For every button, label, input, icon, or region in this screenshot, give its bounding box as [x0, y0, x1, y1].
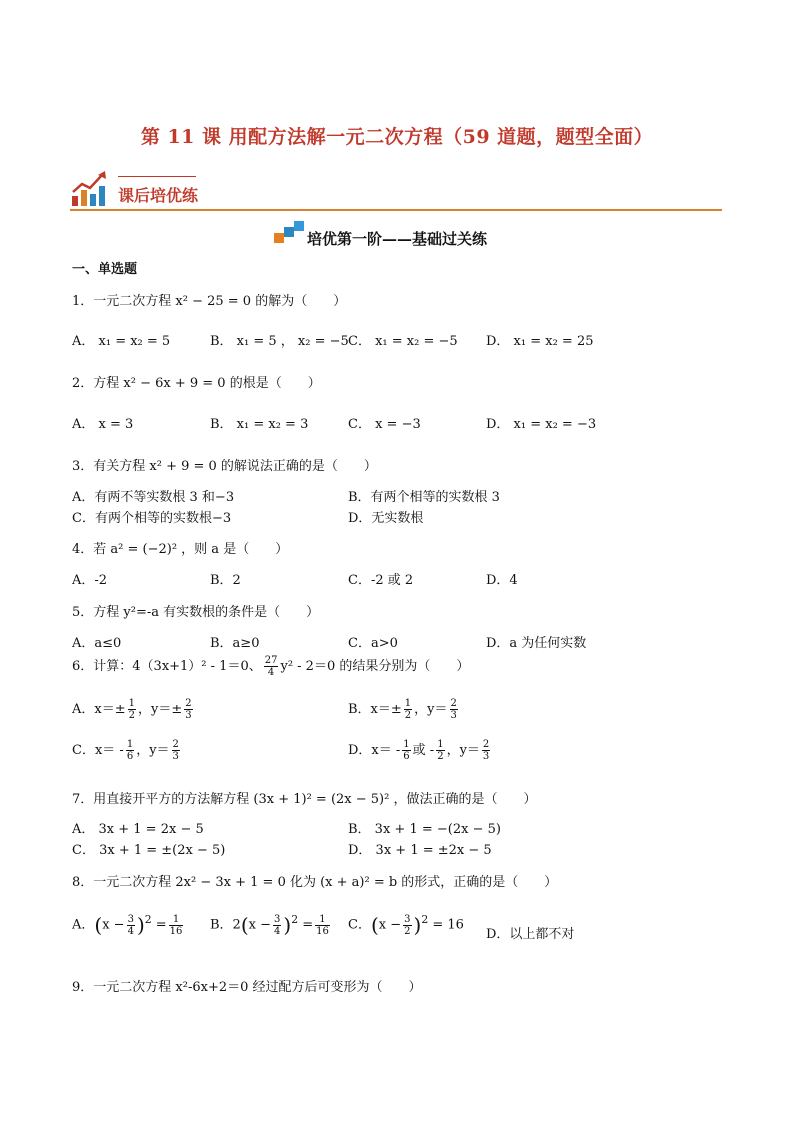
q6-fraction-denominator: 4: [267, 667, 275, 678]
section-label: 课后培优练: [118, 186, 199, 205]
num: 1: [128, 698, 135, 709]
num: 2: [172, 739, 179, 750]
q7-option-d: D． 3x + 1 = ±2x − 5: [348, 843, 492, 858]
den: 16: [316, 925, 329, 937]
q7-option-c: C． 3x + 1 = ±(2x − 5): [72, 843, 226, 858]
q8-option-c: C．(x − $\frac{3}{2}$ )$^2$ = 16: [348, 913, 464, 937]
q4-option-d: D．4: [486, 573, 518, 588]
q6-fraction-numerator: 27: [264, 655, 278, 666]
q6-c-frac-2: [172, 739, 180, 762]
q6-stem-part-2: y² - 2＝0 的结果分别为（ ）: [280, 659, 470, 674]
q6-d-frac-1: [402, 739, 410, 762]
num: 3: [274, 913, 281, 925]
question-9: 9．一元二次方程 x²-6x+2＝0 经过配方后可变形为（ ）: [72, 980, 422, 995]
question-4: 4．若 a² = (−2)² ，则 a 是（ ）: [72, 542, 289, 557]
den: 2: [404, 710, 412, 721]
stage-title: 培优第一阶——基础过关练: [306, 230, 487, 248]
q6-a-prefix: A．x＝±: [72, 702, 126, 717]
q3-option-a: A．有两不等实数根 3 和−3: [72, 490, 235, 505]
q6-d-mid: ，y＝: [446, 743, 480, 758]
q6-stem-part-1: 6．计算：4（3x+1）² - 1＝0、: [72, 659, 262, 674]
q8-c-frac: [403, 914, 411, 937]
den: 6: [403, 751, 410, 762]
q7-option-b: B． 3x + 1 = −(2x − 5): [348, 822, 501, 837]
num: 2: [185, 698, 192, 709]
num: 1: [403, 739, 410, 750]
q1-option-a: A． x₁ = x₂ = 5: [72, 334, 171, 349]
q6-b-prefix: B．x＝±: [348, 702, 402, 717]
section-divider: [70, 209, 722, 211]
q6-a-frac-1: [128, 698, 136, 721]
num: 3: [127, 913, 134, 925]
den: 3: [482, 751, 490, 762]
q7-option-a: A． 3x + 1 = 2x − 5: [72, 822, 204, 837]
q8-c-prefix: C．: [348, 917, 371, 933]
paren: (: [240, 913, 249, 937]
num: 2: [482, 739, 490, 750]
num: 1: [404, 698, 412, 709]
den: 3: [185, 710, 192, 721]
q6-d-frac-2: [482, 739, 490, 762]
q4-option-b: B．2: [210, 573, 241, 588]
num: 1: [315, 914, 330, 926]
q6-d-frac-3: [436, 739, 444, 762]
q8-b-frac: [273, 914, 281, 937]
q8-option-d: D．以上都不对: [486, 927, 575, 942]
question-2: 2．方程 x² − 6x + 9 = 0 的根是（ ）: [72, 376, 321, 391]
q5-option-d: D．a 为任何实数: [486, 636, 587, 651]
q6-c-mid: ，y＝: [136, 743, 170, 758]
q6-b-mid: ，y＝: [414, 702, 448, 717]
paren: (: [94, 913, 103, 937]
q8-a-inner: x −: [102, 917, 125, 933]
q3-option-d: D．无实数根: [348, 511, 424, 526]
q2-option-b: B． x₁ = x₂ = 3: [210, 417, 309, 432]
q8-b-rhs: [315, 914, 330, 937]
q1-option-c: C． x₁ = x₂ = −5: [348, 334, 458, 349]
num: 2: [450, 698, 457, 709]
q6-c-frac-1: [126, 739, 134, 762]
q2-option-d: D． x₁ = x₂ = −3: [486, 417, 597, 432]
num: 1: [169, 914, 184, 926]
question-8: 8．一元二次方程 2x² − 3x + 1 = 0 化为 (x + a)² = b 的形式，正确的是（ ）: [72, 875, 558, 890]
q6-option-b: [348, 698, 460, 721]
q2-option-c: C． x = −3: [348, 417, 421, 432]
part-title: 一、单选题: [72, 262, 138, 277]
question-3: 3．有关方程 x² + 9 = 0 的解说法正确的是（ ）: [72, 459, 377, 474]
num: 3: [404, 913, 411, 925]
q5-option-c: C．a>0: [348, 636, 398, 651]
q6-c-prefix: C．x＝ -: [72, 743, 124, 758]
q8-a-rhs: [169, 914, 184, 937]
q8-c-inner: x −: [378, 917, 402, 933]
den: 3: [172, 751, 179, 762]
q6-option-a: [72, 698, 195, 721]
num: 1: [126, 739, 134, 750]
q8-b-inner: x −: [248, 917, 271, 933]
q6-option-d: [348, 739, 492, 762]
num: 1: [437, 739, 444, 750]
section-top-rule: [118, 176, 196, 177]
q5-option-a: A．a≤0: [72, 636, 122, 651]
q6-fraction: [264, 655, 279, 678]
q8-b-prefix: B．2: [210, 917, 241, 933]
bar-chart-logo-icon: [70, 170, 110, 208]
q6-d-or: 或 -: [412, 743, 435, 758]
den: 2: [404, 925, 411, 937]
paren: ): [283, 913, 292, 937]
q4-option-a: A．-2: [72, 573, 108, 588]
q6-a-mid: ，y＝±: [138, 702, 183, 717]
paren: ): [413, 913, 422, 937]
q3-option-c: C．有两个相等的实数根−3: [72, 511, 232, 526]
q8-option-b: B．2(x − $\frac{3}{4}$ )$^2$ = $\frac{1}{16}$: [210, 913, 329, 937]
q6-b-frac-1: [404, 698, 412, 721]
den: 2: [437, 751, 444, 762]
q6-b-frac-2: [450, 698, 458, 721]
question-7: 7．用直接开平方的方法解方程 (3x + 1)² = (2x − 5)² ，做法正确的是（ ）: [72, 792, 537, 807]
question-1: 1．一元二次方程 x² − 25 = 0 的解为（ ）: [72, 294, 347, 309]
q6-option-c: [72, 739, 182, 762]
page-title: 第 11 课 用配方法解一元二次方程（59 道题，题型全面）: [140, 126, 654, 148]
q1-option-d: D． x₁ = x₂ = 25: [486, 334, 594, 349]
q8-a-frac: [127, 914, 135, 937]
q6-a-frac-2: [184, 698, 192, 721]
den: 6: [126, 751, 134, 762]
den: 16: [169, 925, 183, 937]
paren: ): [136, 913, 145, 937]
den: 4: [274, 925, 281, 937]
paren: (: [370, 913, 379, 937]
q8-option-a: A．(x − $\frac{3}{4}$ )$^2$ = $\frac{1}{16}$: [72, 913, 183, 937]
q6-d-prefix: D．x＝ -: [348, 743, 401, 758]
q1-option-b: B． x₁ = 5 ， x₂ = −5: [210, 334, 349, 349]
q4-option-c: C．-2 或 2: [348, 573, 414, 588]
den: 2: [128, 710, 135, 721]
q3-option-b: B．有两个相等的实数根 3: [348, 490, 500, 505]
q8-a-prefix: A．: [72, 917, 95, 933]
den: 4: [127, 925, 134, 937]
question-5: 5．方程 y²=-a 有实数根的条件是（ ）: [72, 605, 320, 620]
den: 3: [450, 710, 457, 721]
q2-option-a: A． x = 3: [72, 417, 134, 432]
q5-option-b: B．a≥0: [210, 636, 260, 651]
question-6: [72, 655, 469, 678]
q8-c-rhs: = 16: [432, 917, 464, 933]
